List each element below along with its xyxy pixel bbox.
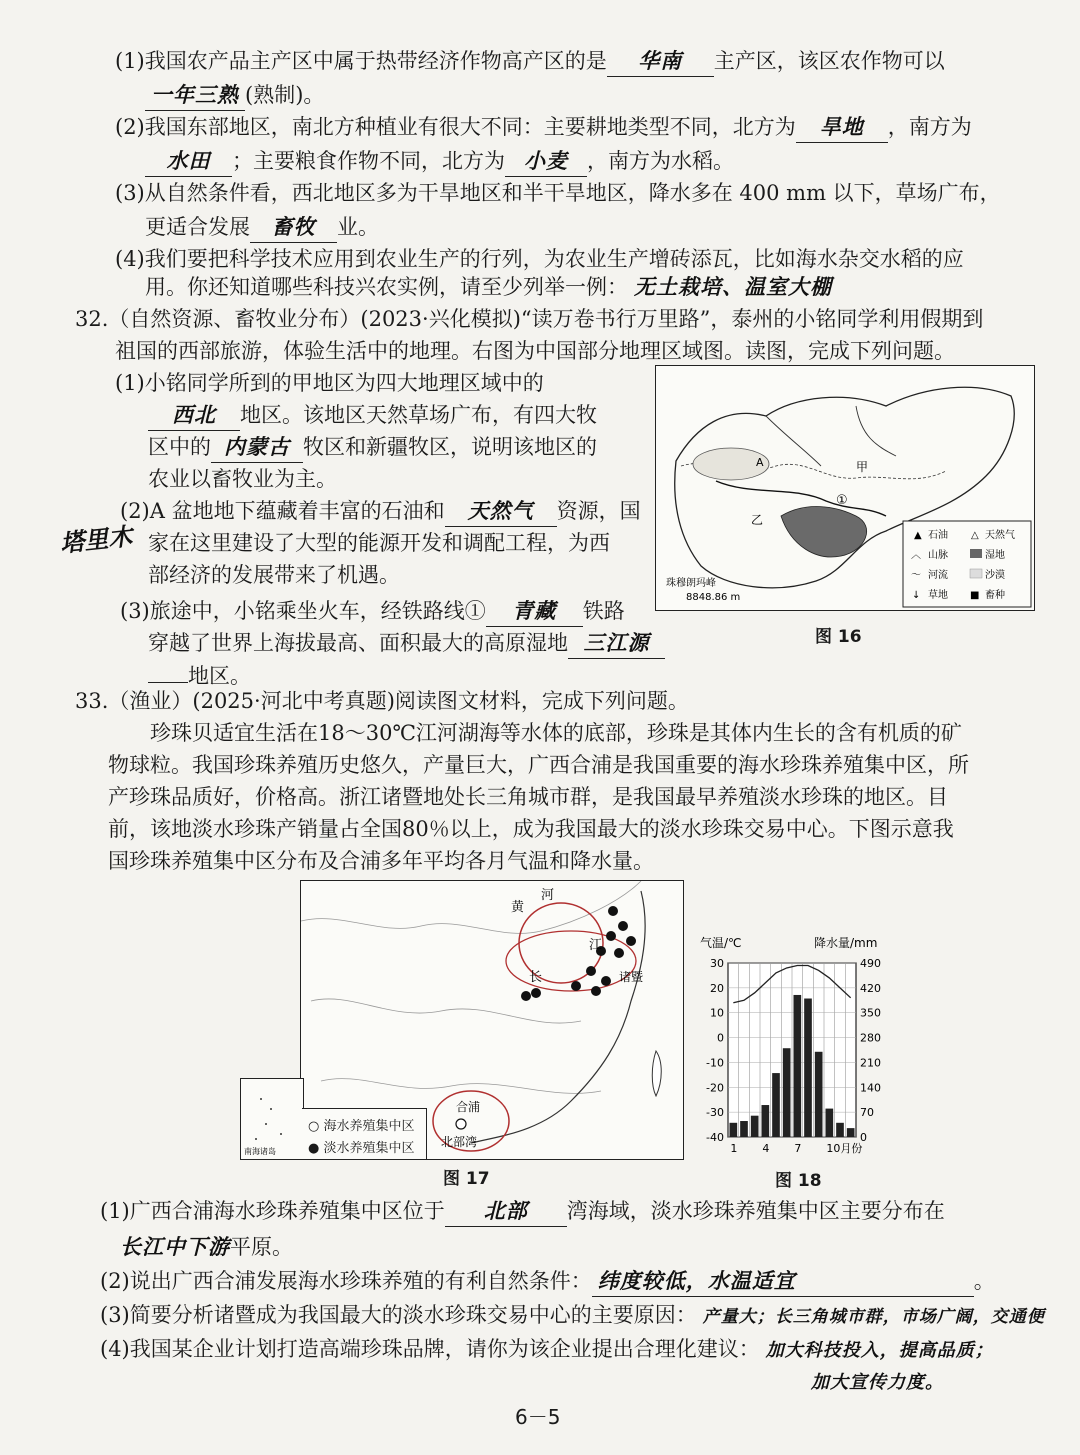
chart-right-tick-label: 0 (860, 1131, 867, 1144)
q32-part1-line3: 区中的 内蒙古 牧区和新疆牧区，说明该地区的 (148, 432, 597, 463)
label-peak: 珠穆朗玛峰 (666, 578, 716, 589)
q32-part1-line4: 农业以畜牧业为主。 (148, 467, 337, 491)
answer-q31-1-cropping: 一年三熟 (145, 80, 245, 111)
chart-bar-precipitation (772, 1073, 780, 1137)
chart-bar-precipitation (762, 1105, 770, 1137)
page-number: 6－5 (515, 1405, 561, 1429)
label-yi: 乙 (751, 513, 764, 527)
answer-q33-1-plain: 长江中下游 (120, 1235, 230, 1259)
legend-desert: 沙漠 (985, 570, 1005, 581)
q33-part4-line2 (805, 1366, 950, 1398)
q32-part3-line3: 地区。 (148, 660, 251, 691)
margin-note-basin: 塔里木 (58, 522, 134, 558)
figure-18-caption: 图 18 (775, 1171, 822, 1191)
figure-18-chart (690, 925, 905, 1160)
svg-text:︿: ︿ (911, 550, 921, 561)
figure-17-caption: 图 17 (443, 1169, 490, 1189)
q33-heading: 33.（渔业）(2025·河北中考真题)阅读图文材料，完成下列问题。 (75, 689, 689, 713)
q33-part4-line: (4)我国某企业计划打造高端珍珠品牌，请你为该企业提出合理化建议： 加大科技投入，提高品质； (100, 1334, 1000, 1366)
chart-plot-area (706, 957, 881, 1155)
legend-sea-water: 海水养殖集中区 (323, 1119, 415, 1134)
q33-para-1: 珍珠贝适宜生活在18～30℃江河湖海等水体的底部，珍珠是其体内生长的含有机质的矿 (150, 721, 962, 745)
chart-bar-precipitation (826, 1109, 834, 1137)
label-jiang: 江 (589, 938, 603, 953)
q33-para-4: 前，该地淡水珍珠产销量占全国80％以上，成为我国最大的淡水珍珠交易中心。下图示意我 (108, 817, 954, 841)
sea-water-dot (456, 1119, 466, 1129)
legend-grass: 草地 (928, 590, 948, 601)
answer-q31-2-north-crop: 小麦 (505, 146, 587, 177)
label-railway-1: ① (836, 493, 848, 508)
chart-right-tick-label: 420 (860, 981, 881, 995)
q32-heading-2: 祖国的西部旅游，体验生活中的地理。右图为中国部分地理区域图。读图，完成下列问题。 (115, 339, 955, 363)
chart-bar-precipitation (836, 1123, 844, 1137)
q31-part1-line1: (1)我国农产品主产区中属于热带经济作物高产区的是 华南 主产区，该区农作物可以 (115, 46, 945, 77)
chart-bar-precipitation (794, 995, 802, 1137)
china-west-map (656, 366, 1034, 610)
q32-part3-line1: (3)旅途中，小铭乘坐火车，经铁路线① 青藏 铁路 (120, 596, 625, 627)
legend-river: 河流 (928, 570, 948, 581)
q33-part3-line: (3)简要分析诸暨成为我国最大的淡水珍珠交易中心的主要原因： 产量大；长三角城市群，市场广阔，交通便 (100, 1300, 1051, 1332)
answer-q32-2-resource: 天然气 (445, 496, 557, 527)
label-he: 河 (541, 888, 555, 903)
chart-bar-precipitation (751, 1116, 759, 1137)
q31-part2-line1: (2)我国东部地区，南北方种植业有很大不同：主要耕地类型不同，北方为 旱地 ，南方为 (115, 112, 972, 143)
chart-right-tick-label: 490 (860, 957, 881, 970)
svg-text:▲: ▲ (914, 530, 922, 541)
label-chang: 长 (529, 970, 543, 985)
answer-q31-2-north-land: 旱地 (796, 112, 888, 143)
chart-right-tick-label: 350 (860, 1006, 881, 1020)
chart-right-tick-label: 210 (860, 1056, 881, 1070)
chart-left-tick-label: 0 (717, 1031, 724, 1045)
chart-right-tick-label: 70 (860, 1106, 874, 1120)
answer-q33-1-bay: 北部 (445, 1196, 567, 1227)
svg-text:■: ■ (970, 590, 980, 601)
q33-para-2: 物球粒。我国珍珠养殖历史悠久，产量巨大，广西合浦是我国重要的海水珍珠养殖集中区，所 (108, 753, 969, 777)
legend-wetland: 湿地 (985, 550, 1005, 561)
answer-q31-1-region: 华南 (607, 46, 714, 77)
answer-q32-3-wetland: 三江源 (568, 628, 665, 659)
q32-part3-line2: 穿越了世界上海拔最高、面积最大的高原湿地 三江源 (148, 628, 665, 659)
legend-livestock: 畜种 (985, 590, 1005, 601)
chart-bar-precipitation (783, 1048, 791, 1137)
label-peak-height: 8848.86 m (686, 592, 741, 603)
figure-16-map (655, 365, 1035, 611)
answer-q31-2-south-land: 水田 (145, 146, 232, 177)
answer-q32-1-region: 西北 (148, 400, 240, 431)
answer-q31-4-tech: 无土栽培、温室大棚 (634, 275, 832, 299)
q32-heading: 32.（自然资源、畜牧业分布）(2023·兴化模拟)“读万卷书行万里路”，泰州的小铭同学利用假期到 (75, 307, 984, 331)
q32-part1-line2: 西北 地区。该地区天然草场广布，有四大牧 (148, 400, 597, 431)
chart-left-tick-label: -40 (706, 1131, 724, 1144)
chart-x-tick-label: 10月份 (826, 1142, 863, 1155)
label-huang: 黄 (511, 900, 525, 915)
legend-mountain: 山脉 (928, 550, 948, 561)
answer-q32-3-railway: 青藏 (486, 596, 583, 627)
q32-part1-line1: (1)小铭同学所到的甲地区为四大地理区域中的 (115, 371, 544, 395)
chart-left-tick-label: 20 (710, 981, 724, 995)
answer-q31-3-industry: 畜牧 (250, 212, 337, 243)
q31-part4-line1: (4)我们要把科学技术应用到农业生产的行列，为农业生产增砖添瓦，比如海水杂交水稻的应 (115, 247, 964, 271)
q32-part2-line3: 部经济的发展带来了机遇。 (148, 563, 400, 587)
chart-left-tick-label: -30 (706, 1106, 724, 1120)
chart-bar-precipitation (815, 1052, 823, 1137)
q31-part4-line2: 用。你还知道哪些科技兴农实例，请至少列举一例： 无土栽培、温室大棚 (145, 272, 838, 302)
chart-ylabel-right: 降水量/mm (814, 936, 878, 950)
chart-left-tick-label: -10 (706, 1056, 724, 1070)
q33-part1-line2: 长江中下游平原。 (120, 1232, 293, 1262)
figure-17-legend: ○ 海水养殖集中区 ● 淡水养殖集中区 (302, 1108, 427, 1160)
chart-x-tick-label: 7 (794, 1142, 802, 1155)
chart-ylabel-left: 气温/℃ (700, 936, 742, 950)
answer-q33-2-conditions: 纬度较低，水温适宜 (592, 1266, 974, 1297)
figure-16-caption: 图 16 (815, 627, 862, 647)
chart-x-tick-label: 1 (730, 1142, 738, 1155)
chart-right-tick-label: 140 (860, 1081, 881, 1095)
q33-part1-line1: (1)广西合浦海水珍珠养殖集中区位于 北部 湾海域，淡水珍珠养殖集中区主要分布在 (100, 1196, 945, 1227)
answer-q33-3-reasons: 产量大；长三角城市群，市场广阔，交通便 (702, 1307, 1045, 1327)
chart-left-tick-label: 30 (710, 957, 724, 970)
q32-part2-line2: 家在这里建设了大型的能源开发和调配工程，为西 (148, 531, 610, 555)
q31-part3-line1: (3)从自然条件看，西北地区多为干旱地区和半干旱地区，降水多在 400 mm 以下，草场广布， (115, 181, 1001, 205)
q31-part1-line2: 一年三熟 (熟制)。 (145, 80, 324, 111)
label-beibuwan: 北部湾 (441, 1135, 478, 1149)
answer-q32-1-pasture: 内蒙古 (211, 432, 303, 463)
svg-text:↓: ↓ (912, 590, 921, 601)
chart-bar-precipitation (730, 1123, 738, 1137)
climate-chart-svg (690, 925, 905, 1160)
svg-text:△: △ (971, 530, 979, 541)
q31-part3-line2: 更适合发展 畜牧 业。 (145, 212, 379, 243)
inset-south-sea (240, 1078, 304, 1160)
answer-q33-4-advice-2: 加大宣传力度。 (811, 1372, 944, 1393)
label-hepu: 合浦 (456, 1100, 481, 1114)
q33-para-5: 国珍珠养殖集中区分布及合浦多年平均各月气温和降水量。 (108, 849, 654, 873)
chart-bar-precipitation (847, 1128, 855, 1137)
q32-part2-line1: (2)A 盆地地下蕴藏着丰富的石油和 天然气 资源，国 (120, 496, 641, 527)
legend-gas: 天然气 (985, 530, 1015, 541)
svg-text:～: ～ (911, 570, 921, 581)
taiwan-outline (652, 1051, 661, 1096)
q31-part2-line2: 水田 ；主要粮食作物不同，北方为 小麦 ，南方为水稻。 (145, 146, 734, 177)
answer-q33-4-advice-1: 加大科技投入，提高品质； (765, 1340, 994, 1361)
chart-bar-precipitation (804, 999, 812, 1137)
label-jia: 甲 (856, 460, 869, 474)
chart-left-tick-label: 10 (710, 1006, 724, 1020)
chart-x-tick-label: 4 (762, 1142, 770, 1155)
label-zhuji: 诸暨 (619, 970, 644, 984)
q33-part2-line: (2)说出广西合浦发展海水珍珠养殖的有利自然条件： 纬度较低，水温适宜 。 (100, 1266, 995, 1297)
chart-left-tick-label: -20 (706, 1081, 724, 1095)
q33-para-3: 产珍珠品质好，价格高。浙江诸暨地处长三角城市群，是我国最早养殖淡水珍珠的地区。目 (108, 785, 948, 809)
inset-label: 南海诸岛 (244, 1147, 276, 1156)
legend-fresh-water: 淡水养殖集中区 (323, 1141, 415, 1156)
chart-right-tick-label: 280 (860, 1031, 881, 1045)
chart-bar-precipitation (740, 1121, 748, 1137)
label-a: A (756, 456, 764, 469)
legend-oil: 石油 (928, 530, 948, 541)
